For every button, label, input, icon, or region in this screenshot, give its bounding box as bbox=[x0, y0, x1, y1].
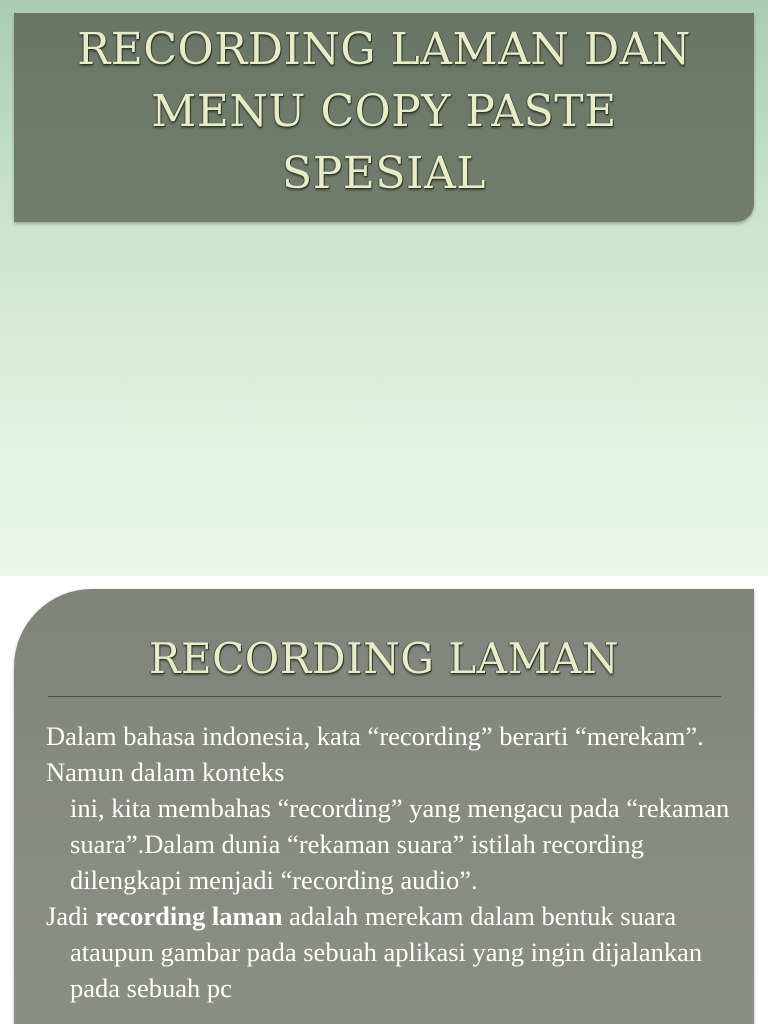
slide-content bbox=[0, 576, 768, 1024]
title-line-1: RECORDING LAMAN DAN bbox=[77, 24, 691, 75]
heading-divider bbox=[48, 696, 721, 697]
title-line-2: MENU COPY PASTE bbox=[151, 86, 617, 137]
slide-title-text bbox=[14, 19, 754, 205]
title-box bbox=[14, 13, 754, 222]
paragraph-4-prefix: Jadi bbox=[46, 901, 96, 931]
body-text bbox=[46, 718, 736, 1006]
paragraph-3: ini, kita membahas “recording” yang mengacu pada “rekaman suara”.Dalam dunia “rekaman suara” istilah recording dilengkapi menjadi “recording audio”. bbox=[70, 793, 730, 895]
paragraph-4 bbox=[46, 898, 736, 1006]
paragraph-2: Namun dalam konteks bbox=[46, 757, 285, 787]
section-heading: RECORDING LAMAN bbox=[148, 634, 620, 683]
paragraph-1: Dalam bahasa indonesia, kata “recording” berarti “merekam”. bbox=[46, 721, 704, 751]
content-box bbox=[14, 589, 754, 1024]
paragraph-4-rest: adalah merekam dalam bentuk suara ataupun gambar pada sebuah aplikasi yang ingin dijalankan pada sebuah pc bbox=[70, 901, 703, 1003]
title-line-3: SPESIAL bbox=[282, 148, 486, 199]
paragraph-4-bold-term: recording laman bbox=[95, 901, 283, 931]
